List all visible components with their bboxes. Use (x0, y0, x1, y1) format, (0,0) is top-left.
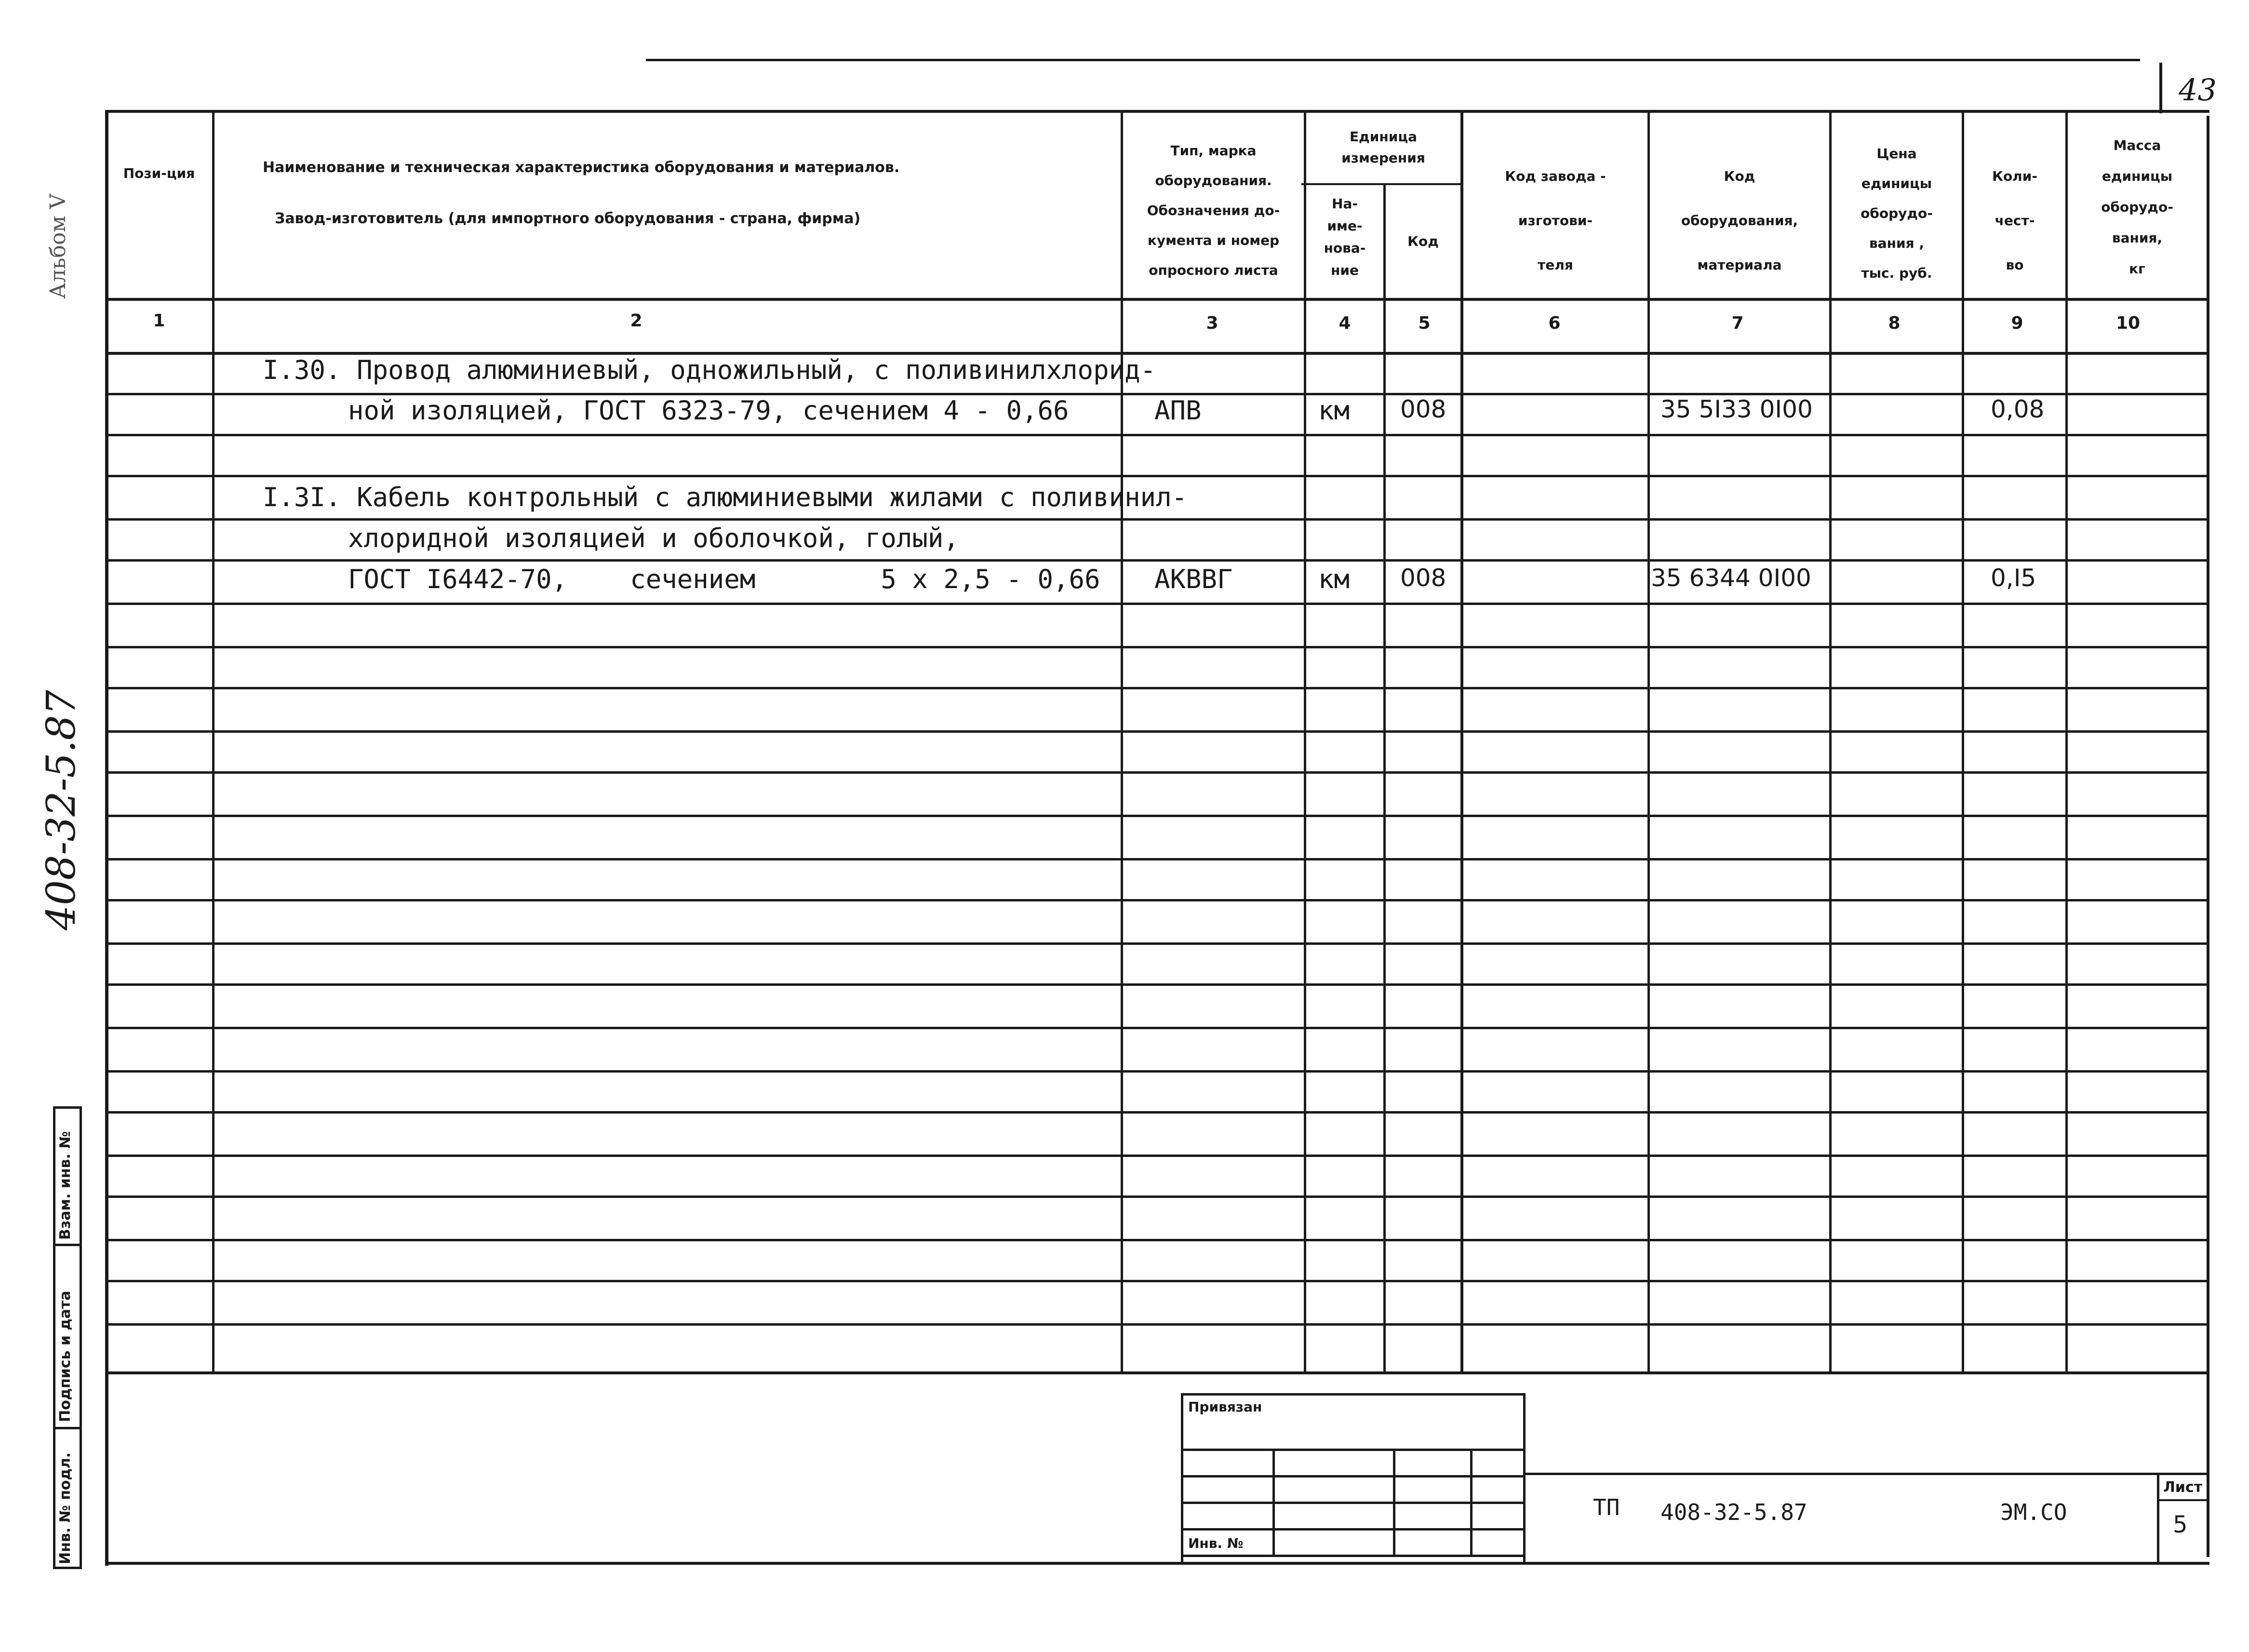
row-rule (105, 1070, 2209, 1073)
stamp-strip-bottom (53, 1567, 82, 1569)
frame-left (105, 110, 108, 1566)
stamp-strip-div2 (53, 1427, 82, 1429)
stamp-box-inv-podl: Инв. № подл. (57, 1452, 74, 1564)
header-unit-name (1306, 193, 1383, 282)
item-1-line2: ной изоляцией, ГОСТ 6323-79, сечением 4 - 0,66 (348, 395, 1069, 426)
row-rule (105, 646, 2209, 648)
header-equipment-line: оборудования, (1681, 213, 1798, 228)
header-equipment-line: Код (1724, 168, 1755, 184)
unit-group-divider (1301, 183, 1460, 185)
stamp-strip-div1 (53, 1244, 82, 1246)
sheet-number: 5 (2173, 1511, 2188, 1538)
item-1-unit: км (1318, 395, 1350, 426)
header-type-line: оборудования. (1155, 173, 1272, 188)
footer-prefix: ТП (1593, 1494, 1620, 1520)
header-quantity-line: Коли- (1992, 168, 2037, 184)
stamp-col (1470, 1449, 1473, 1557)
col-line-3 (1304, 110, 1306, 1373)
item-2-line1: I.3I. Кабель контрольный с алюминиевыми жилами с поливинил- (263, 482, 1188, 512)
header-unit-name-line: име- (1327, 218, 1363, 234)
header-price-line: Цена (1876, 146, 1917, 161)
item-2-line3: ГОСТ I6442-70, сечением 5 х 2,5 - 0,66 (348, 564, 1100, 594)
header-price-line: оборудо- (1861, 205, 1933, 221)
sheet-box-divider (2157, 1499, 2209, 1501)
row-rule (105, 1239, 2209, 1241)
column-number-9: 9 (2011, 313, 2023, 333)
item-2-type: АКВВГ (1154, 564, 1233, 594)
header-mass (2068, 130, 2207, 284)
row-rule (105, 858, 2209, 860)
col-line-9 (2065, 110, 2068, 1373)
item-2-quantity: 0,I5 (1991, 564, 2036, 592)
header-type-line: Тип, марка (1170, 143, 1257, 159)
header-unit-line: измерения (1341, 150, 1425, 166)
row-rule (105, 1027, 2209, 1029)
header-unit-code: Код (1407, 233, 1439, 249)
stamp-rule (1181, 1528, 1526, 1531)
header-position: Пози-ция (123, 165, 195, 181)
footer-doc-number: 408-32-5.87 (1660, 1499, 1807, 1525)
item-1-type: АПВ (1154, 395, 1202, 426)
header-unit-group (1306, 126, 1460, 169)
header-top (105, 110, 2209, 113)
item-2-line2: хлоридной изоляцией и оболочкой, голый, (348, 523, 959, 553)
item-2-code: 35 6344 0I00 (1651, 564, 1811, 592)
header-name-line2: Завод-изготовитель (для импортного оборудования - страна, фирма) (275, 210, 861, 227)
item-1-quantity: 0,08 (1991, 395, 2045, 423)
frame-bottom (105, 1562, 2209, 1565)
col-line-6 (1647, 110, 1650, 1373)
header-maker-line: Код завода - (1505, 168, 1606, 184)
stamp-left (1181, 1393, 1183, 1562)
top-rule (646, 59, 2140, 61)
header-type-line: Обозначения до- (1147, 202, 1280, 218)
col-line-2 (1121, 110, 1123, 1373)
row-rule (105, 1155, 2209, 1157)
header-maker-code (1463, 154, 1647, 287)
column-number-7: 7 (1731, 313, 1744, 333)
header-mass-line: оборудо- (2101, 199, 2173, 215)
column-number-2: 2 (630, 311, 643, 331)
row-rule (105, 771, 2209, 774)
header-equipment-line: материала (1697, 257, 1782, 273)
header-unit-price (1832, 139, 1962, 288)
header-mass-line: кг (2129, 261, 2145, 277)
item-1-code: 35 5I33 0I00 (1660, 395, 1813, 423)
stamp-rule (1181, 1502, 1526, 1504)
item-1-line1: I.30. Провод алюминиевый, одножильный, с поливинилхлорид- (263, 355, 1156, 385)
header-name-line1: Наименование и техническая характеристика оборудования и материалов. (263, 159, 900, 176)
row-rule (105, 983, 2209, 986)
header-quantity-line: чест- (1995, 213, 2035, 228)
row-rule (105, 434, 2209, 436)
stamp-rule (1181, 1555, 1526, 1557)
stamp-inv-label: Инв. № (1188, 1535, 1244, 1551)
header-price-line: вания , (1869, 235, 1924, 251)
row-rule (105, 815, 2209, 817)
column-number-10: 10 (2115, 313, 2141, 333)
header-type-line: опросного листа (1149, 262, 1278, 278)
item-2-unit: км (1318, 564, 1350, 594)
page-number-divider (2159, 63, 2162, 113)
stamp-rule (1181, 1449, 1526, 1451)
header-maker-line: теля (1538, 257, 1573, 273)
header-mass-line: вания, (2112, 230, 2163, 246)
header-quantity-line: во (2006, 257, 2024, 273)
header-unit-name-line: ние (1331, 262, 1359, 278)
stamp-top (1181, 1393, 1526, 1396)
header-price-line: тыс. руб. (1861, 265, 1932, 281)
row-rule (105, 687, 2209, 689)
stamp-strip-left (53, 1106, 55, 1569)
header-unit-name-line: На- (1332, 196, 1358, 212)
item-1-unit-code: 008 (1400, 395, 1446, 423)
header-mass-line: Масса (2113, 137, 2161, 153)
row-rule (105, 1323, 2209, 1326)
header-type-line: кумента и номер (1147, 232, 1280, 248)
stamp-bound-label: Привязан (1188, 1399, 1262, 1415)
row-rule (105, 475, 2209, 477)
header-unit-name-line: нова- (1324, 240, 1366, 256)
header-equipment-code (1650, 154, 1829, 287)
stamp-strip-mid (80, 1106, 82, 1569)
sheet-label: Лист (2163, 1479, 2203, 1496)
col-line-8 (1962, 110, 1964, 1373)
stamp-box-signature-date: Подпись и дата (57, 1290, 74, 1422)
row-rule (105, 518, 2209, 521)
header-mass-line: единицы (2102, 168, 2173, 184)
header-bottom (105, 298, 2209, 301)
col-line-5 (1460, 110, 1463, 1373)
stamp-box-vzam-inv: Взам. инв. № (57, 1131, 74, 1240)
stamp-strip-top (53, 1106, 82, 1109)
sheet-box-left (2157, 1473, 2159, 1564)
row-rule (105, 1195, 2209, 1198)
frame-right (2207, 116, 2209, 1557)
column-number-5: 5 (1418, 313, 1431, 333)
column-number-3: 3 (1206, 313, 1218, 333)
column-number-1: 1 (153, 311, 165, 331)
column-number-8: 8 (1888, 313, 1901, 333)
col-line-7 (1829, 110, 1832, 1373)
item-2-unit-code: 008 (1400, 564, 1446, 592)
header-maker-line: изготови- (1518, 213, 1593, 228)
col-line-1 (212, 110, 214, 1373)
header-unit-line: Единица (1350, 129, 1417, 145)
project-code-vertical: 408-32-5.87 (39, 690, 84, 930)
title-block-top (1526, 1473, 2209, 1475)
header-price-line: единицы (1861, 175, 1932, 191)
header-type-mark (1123, 136, 1304, 285)
stamp-col (1272, 1449, 1275, 1557)
row-rule (105, 603, 2209, 605)
column-number-6: 6 (1548, 313, 1561, 333)
row-rule (105, 1280, 2209, 1282)
column-number-4: 4 (1339, 313, 1351, 333)
row-rule (105, 899, 2209, 901)
stamp-col (1393, 1449, 1395, 1557)
row-rule (105, 1111, 2209, 1114)
row-rule (105, 730, 2209, 733)
row-rule (105, 1371, 2209, 1374)
footer-doc-code: ЭМ.СО (2000, 1499, 2067, 1525)
page-number: 43 (2179, 72, 2217, 107)
header-quantity (1964, 154, 2065, 287)
row-rule (105, 559, 2209, 562)
album-note: Альбом V (46, 193, 70, 299)
row-rule (105, 942, 2209, 945)
stamp-right (1523, 1393, 1526, 1562)
stamp-rule (1181, 1475, 1526, 1477)
